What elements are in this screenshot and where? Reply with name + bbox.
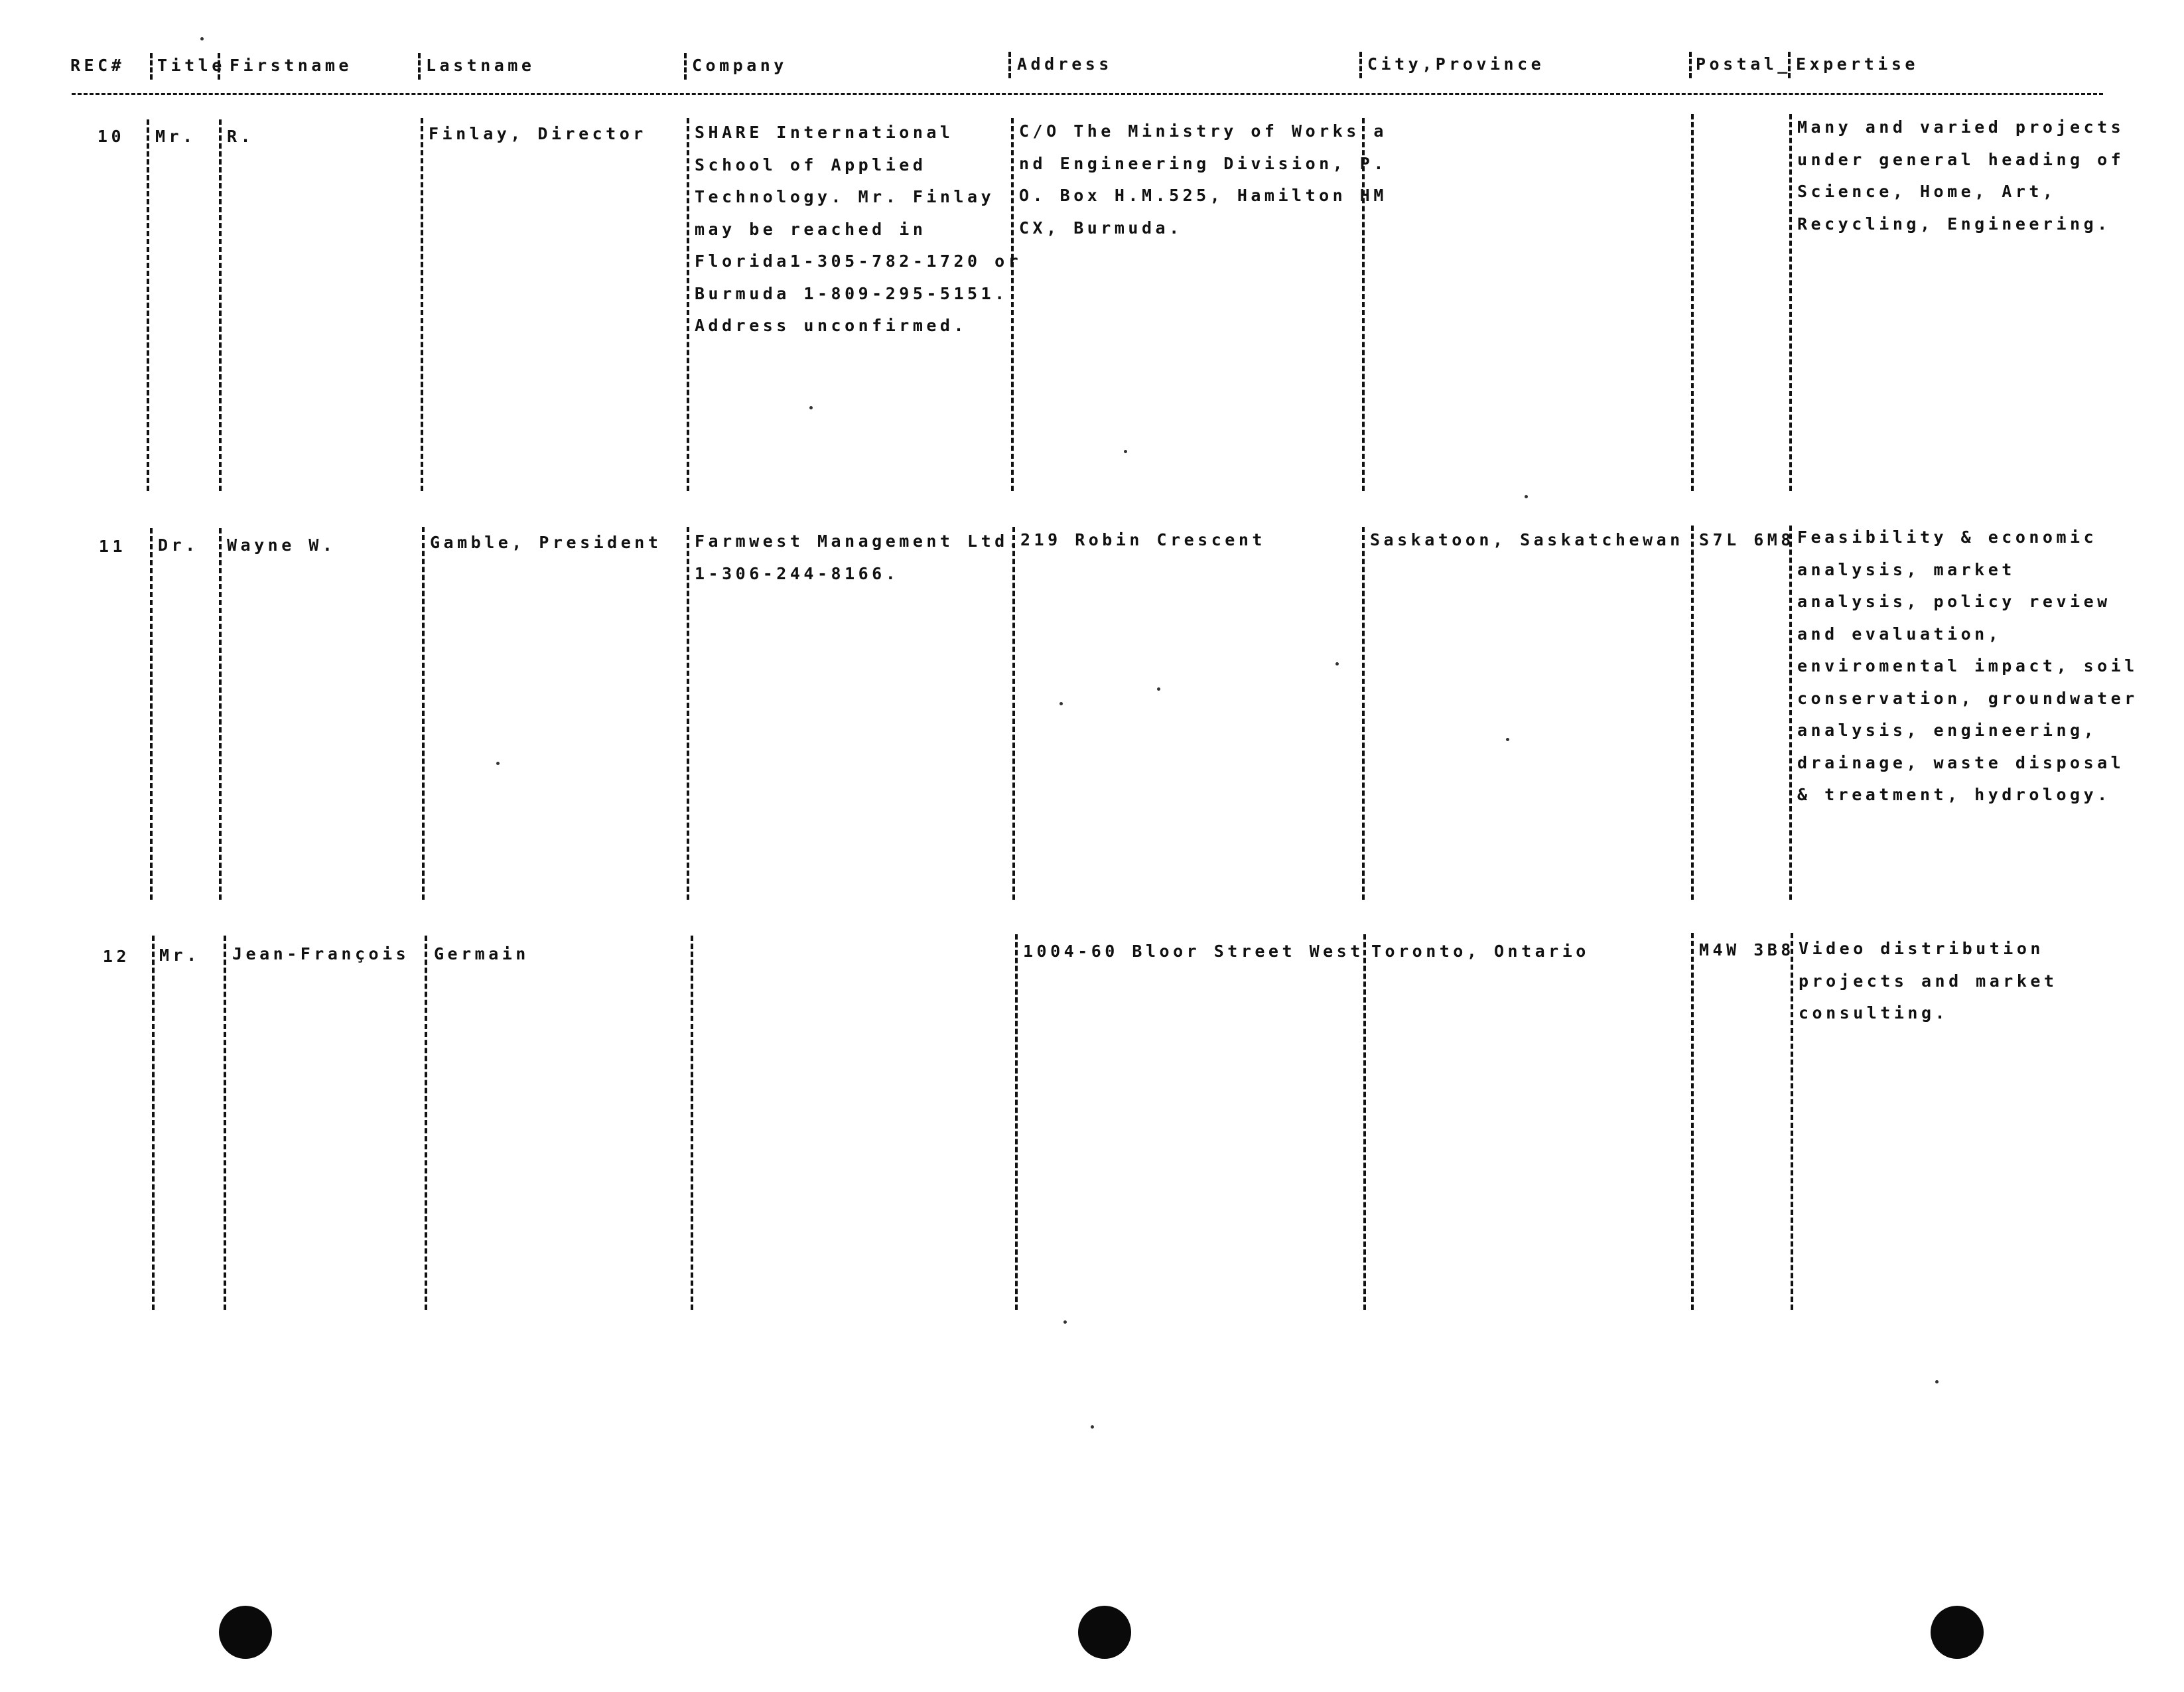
title-cell: Dr. bbox=[158, 535, 199, 555]
column-separator bbox=[691, 936, 693, 1310]
header-postal: Postal_ bbox=[1696, 54, 1791, 74]
header-address: Address bbox=[1017, 54, 1113, 74]
address-cell: 1004-60 Bloor Street West bbox=[1023, 942, 1364, 961]
postal-cell: S7L 6M8 bbox=[1699, 530, 1795, 549]
column-separator bbox=[1362, 527, 1365, 900]
column-separator bbox=[1789, 114, 1792, 491]
scan-speck bbox=[1935, 1380, 1939, 1383]
address-cell: C/O The Ministry of Works a nd Engineering Division, P. O. Box H.M.525, Hamilton HM CX, Burmuda. bbox=[1019, 121, 1387, 238]
column-separator bbox=[421, 118, 423, 491]
header-divider bbox=[72, 93, 2103, 95]
punch-hole bbox=[1078, 1606, 1131, 1659]
column-separator bbox=[1691, 933, 1694, 1310]
column-separator bbox=[418, 53, 421, 80]
company-cell: Farmwest Management Ltd. 1-306-244-8166. bbox=[695, 531, 1022, 583]
column-separator bbox=[219, 528, 222, 900]
scan-speck bbox=[496, 762, 500, 765]
column-separator bbox=[687, 527, 689, 900]
address-cell: 219 Robin Crescent bbox=[1020, 530, 1266, 549]
scan-speck bbox=[1091, 1425, 1094, 1429]
firstname-cell: Wayne W. bbox=[227, 535, 336, 555]
city-cell: Saskatoon, Saskatchewan bbox=[1370, 530, 1684, 549]
title-cell: Mr. bbox=[155, 127, 196, 146]
lastname-cell: Gamble, President bbox=[430, 533, 662, 552]
column-separator bbox=[1363, 934, 1366, 1310]
column-separator bbox=[425, 936, 427, 1310]
company-cell: SHARE International School of Applied Technology. Mr. Finlay may be reached in Florida1-305-782-1720 or Burmuda 1-809-295-5151. Address unconfirmed. bbox=[695, 123, 1022, 335]
header-lastname: Lastname bbox=[426, 56, 535, 75]
city-cell: Toronto, Ontario bbox=[1371, 942, 1590, 961]
column-separator bbox=[684, 53, 687, 80]
column-separator bbox=[218, 53, 220, 80]
scan-speck bbox=[1525, 495, 1528, 498]
column-separator bbox=[219, 119, 222, 491]
scan-speck bbox=[1063, 1320, 1067, 1324]
lastname-cell: Finlay, Director bbox=[429, 124, 647, 143]
punch-hole bbox=[219, 1606, 272, 1659]
firstname-cell: Jean-François bbox=[232, 944, 410, 963]
title-cell: Mr. bbox=[159, 946, 200, 965]
column-separator bbox=[687, 118, 689, 491]
column-separator bbox=[1008, 52, 1011, 78]
scan-speck bbox=[1124, 450, 1127, 453]
column-separator bbox=[1788, 52, 1791, 78]
column-separator bbox=[1791, 933, 1793, 1310]
column-separator bbox=[1691, 114, 1694, 491]
record-number: 10 bbox=[97, 127, 125, 146]
scan-speck bbox=[1157, 687, 1160, 691]
header-city: City,Province bbox=[1367, 54, 1545, 74]
scan-speck bbox=[1059, 702, 1063, 705]
column-separator bbox=[224, 936, 226, 1310]
column-separator bbox=[1789, 526, 1792, 900]
header-company: Company bbox=[692, 56, 787, 75]
column-separator bbox=[1359, 52, 1362, 78]
record-number: 11 bbox=[98, 537, 126, 556]
record-number: 12 bbox=[102, 947, 130, 966]
expertise-cell: Many and varied projects under general heading of Science, Home, Art, Recycling, Engineering. bbox=[1797, 117, 2125, 234]
expertise-cell: Feasibility & economic analysis, market analysis, policy review and evaluation, enviromental impact, soil conservation, groundwater analysis, engineering, drainage, waste disposal & treatment, hydrology. bbox=[1797, 528, 2138, 804]
column-separator bbox=[152, 936, 155, 1310]
column-separator bbox=[150, 53, 153, 80]
column-separator bbox=[1691, 526, 1694, 900]
header-expertise: Expertise bbox=[1796, 54, 1919, 74]
header-rec: REC# bbox=[70, 56, 125, 75]
scan-speck bbox=[809, 406, 813, 409]
postal-cell: M4W 3B8 bbox=[1699, 940, 1795, 959]
column-separator bbox=[1015, 934, 1018, 1310]
column-separator bbox=[147, 119, 149, 491]
scan-speck bbox=[1506, 738, 1509, 741]
scan-speck bbox=[200, 37, 204, 40]
scan-speck bbox=[1335, 662, 1339, 666]
header-firstname: Firstname bbox=[230, 56, 352, 75]
lastname-cell: Germain bbox=[434, 944, 529, 963]
firstname-cell: R. bbox=[227, 127, 255, 146]
column-separator bbox=[422, 527, 425, 900]
expertise-cell: Video distribution projects and market consulting. bbox=[1799, 939, 2058, 1022]
punch-hole bbox=[1931, 1606, 1984, 1659]
column-separator bbox=[150, 528, 153, 900]
column-separator bbox=[1689, 52, 1692, 78]
header-title: Title bbox=[157, 56, 226, 75]
